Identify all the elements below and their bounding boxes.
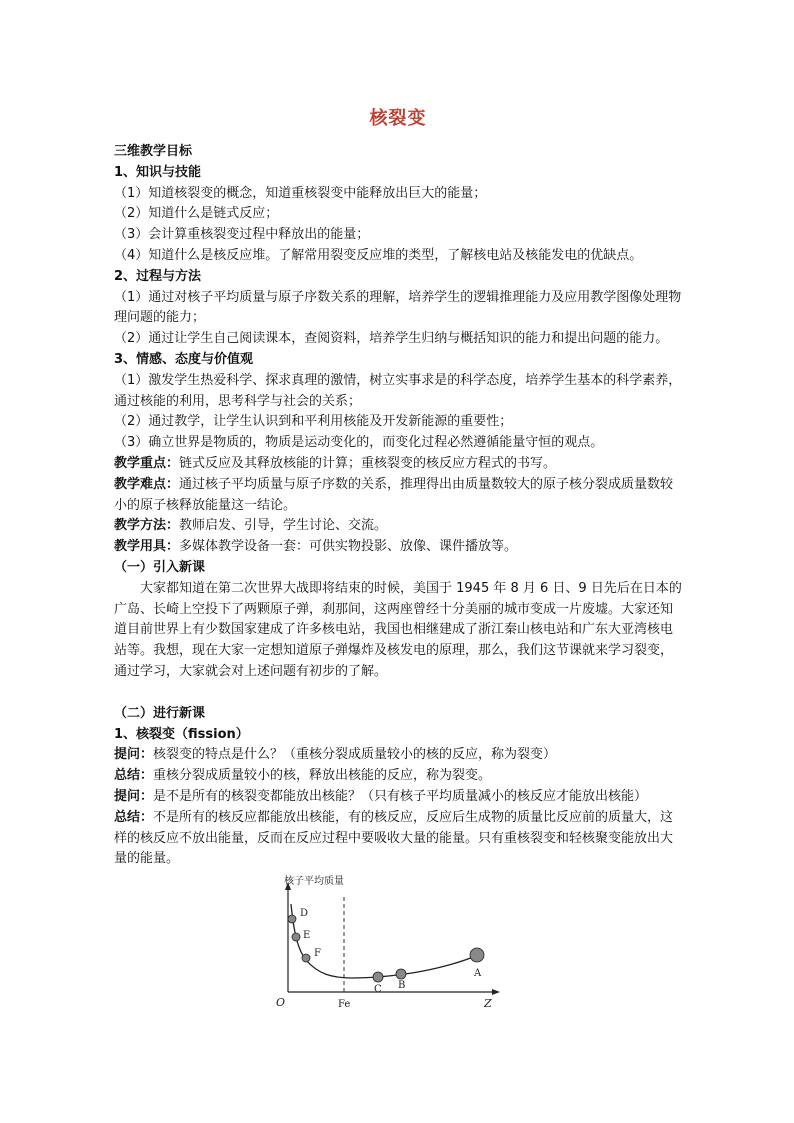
nucleus-f [302, 954, 310, 962]
page-title: 核裂变 [369, 108, 427, 129]
summary-1-label: 总结： [114, 768, 154, 784]
s3-item-1: （1）激发学生热爱科学、探求真理的激情，树立实事求是的科学态度，培养学生基本的科学素养，通过核能的利用，思考科学与社会的关系； [114, 372, 682, 409]
s3-item-2: （2）通过教学，让学生认识到和平利用核能及开发新能源的重要性； [114, 414, 513, 430]
document-page [114, 104, 682, 1014]
nucleus-d [288, 915, 296, 923]
summary-2-text: 不是所有的核反应都能放出核能，有的核反应，反应后生成物的质量比反应前的质量大，这样的核反应不放出能量，反而在反应过程中要吸收大量的能量。只有重核裂变和轻核聚变能放出大量的能量。 [114, 809, 674, 867]
summary-2-label: 总结： [114, 809, 154, 825]
mass-curve [291, 904, 478, 978]
binding-energy-figure [262, 874, 512, 1014]
nucleus-e [292, 933, 300, 941]
s1-item-4: （4）知道什么是核反应堆。了解常用裂变反应堆的类型，了解核电站及核能发电的优缺点。 [114, 247, 643, 263]
s1-item-2: （2）知道什么是链式反应； [114, 206, 279, 222]
teaching-tools-label: 教学用具： [114, 539, 180, 555]
nucleus-c [373, 972, 383, 982]
question-2 [114, 787, 682, 808]
s2-item-1: （1）通过对核子平均质量与原子序数关系的理解，培养学生的逻辑推理能力及应用教学图像处理物理问题的能力； [114, 289, 682, 326]
point-label-f: F [314, 948, 321, 960]
fe-label: Fe [338, 999, 351, 1011]
section-2-heading: 2、过程与方法 [114, 268, 202, 284]
summary-1-text: 重核分裂成质量较小的核，释放出核能的反应，称为裂变。 [153, 768, 492, 784]
summary-1 [114, 766, 682, 787]
fission-subheading: 1、核裂变（fission） [114, 726, 249, 742]
question-1-label: 提问： [114, 747, 154, 763]
teaching-tools-text: 多媒体教学设备一套：可供实物投影、放像、课件播放等。 [179, 539, 518, 555]
nucleus-a [470, 948, 484, 962]
intro-paragraph: 大家都知道在第二次世界大战即将结束的时候，美国于 1945 年 8 月 6 日、9 日先后在日本的广岛、长崎上空投下了两颗原子弹，刹那间，这两座曾经十分美丽的城市变成一片废墟。大家还知道目前世界上有少数国家建成了许多核电站，我国也相继建成了浙江秦山核电站和广东大亚湾核电站等。我想，现在大家一定想知道原子弹爆炸及核发电的原理，那么，我们这节课就来学习裂变，通过学习，大家就会对上述问题有初步的了解。 [114, 580, 682, 679]
s2-item-2: （2）通过让学生自己阅读课本，查阅资料，培养学生归纳与概括知识的能力和提出问题的能力。 [114, 331, 669, 347]
key-points-label: 教学重点： [114, 455, 180, 471]
teaching-method-label: 教学方法： [114, 518, 180, 534]
question-2-text: 是不是所有的核裂变都能放出核能？（只有核子平均质量减小的核反应才能放出核能） [153, 788, 648, 804]
difficult-points-text: 通过核子平均质量与原子序数的关系，推理得出由质量数较大的原子核分裂成质量数较小的原子核释放能量这一结论。 [114, 476, 674, 513]
question-2-label: 提问： [114, 788, 154, 804]
s1-item-3: （3）会计算重核裂变过程中释放出的能量； [114, 227, 370, 243]
teaching-method-text: 教师启发、引导，学生讨论、交流。 [179, 518, 388, 534]
question-1-text: 核裂变的特点是什么？（重核分裂成质量较小的核的反应，称为裂变） [153, 747, 557, 763]
goals-heading: 三维教学目标 [114, 144, 193, 159]
summary-2 [114, 808, 682, 870]
point-label-e: E [303, 930, 311, 942]
s3-item-3: （3）确立世界是物质的，物质是运动变化的，而变化过程必然遵循能量守恒的观点。 [114, 435, 604, 451]
x-axis-label: Z [484, 997, 492, 1011]
teaching-method [114, 516, 682, 537]
new-lesson-heading: （二）进行新课 [114, 705, 206, 721]
origin-label: O [276, 996, 286, 1010]
key-points-text: 链式反应及其释放核能的计算；重核裂变的核反应方程式的书写。 [179, 455, 557, 471]
point-label-a: A [474, 968, 482, 980]
point-label-d: D [300, 908, 309, 920]
intro-heading: （一）引入新课 [114, 559, 206, 575]
mass-vs-z-diagram [262, 874, 512, 1014]
section-1-heading: 1、知识与技能 [114, 164, 202, 180]
y-axis-label: 核子平均质量 [284, 876, 344, 888]
teaching-tools [114, 537, 682, 558]
difficult-points [114, 475, 682, 517]
key-points [114, 454, 682, 475]
point-label-b: B [398, 980, 406, 992]
point-label-c: C [374, 984, 382, 996]
question-1 [114, 745, 682, 766]
section-3-heading: 3、情感、态度与价值观 [114, 351, 254, 367]
difficult-points-label: 教学难点： [114, 476, 180, 492]
s1-item-1: （1）知道核裂变的概念，知道重核裂变中能释放出巨大的能量； [114, 185, 487, 201]
x-axis-arrow [492, 989, 500, 995]
nucleus-b [396, 969, 406, 979]
